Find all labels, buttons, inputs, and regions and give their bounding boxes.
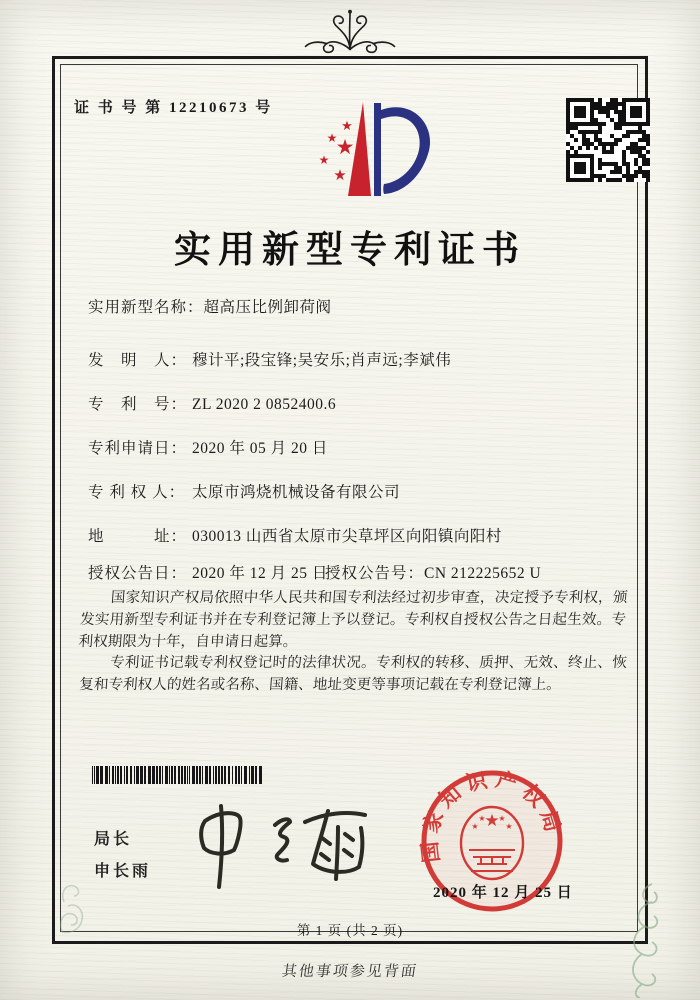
field-patent-number bbox=[88, 392, 633, 414]
field-value: 2020 年 05 月 20 日 bbox=[192, 440, 328, 457]
emblem-star-icon: ★ bbox=[478, 814, 486, 823]
field-label: 实用新型名称： bbox=[88, 299, 204, 316]
barcode bbox=[92, 766, 270, 784]
legal-text bbox=[77, 588, 629, 697]
top-flourish-ornament bbox=[292, 5, 408, 55]
legal-paragraph-1: 国家知识产权局依照中华人民共和国专利法经过初步审查，决定授予专利权，颁发实用新型专利证书并在专利登记簿上予以登记。专利权自授权公告之日起生效。专利权期限为十年，自申请日起算。 bbox=[77, 590, 629, 650]
logo-blue-p-bowl bbox=[381, 107, 430, 194]
cnipa-logo bbox=[284, 96, 436, 206]
certificate-title: 实用新型专利证书 bbox=[174, 230, 526, 271]
logo-star-icon: ★ bbox=[333, 166, 347, 184]
certificate-number: 证 书 号 第 12210673 号 bbox=[74, 100, 273, 116]
field-value: 030013 山西省太原市尖草坪区向阳镇向阳村 bbox=[192, 528, 502, 545]
field-label: 专 利 号： bbox=[88, 396, 188, 413]
field-value: 穆计平;段宝锋;吴安乐;肖声远;李斌伟 bbox=[192, 352, 452, 369]
field-label: 专 利 权 人： bbox=[88, 484, 186, 501]
logo-star-icon: ★ bbox=[326, 131, 338, 145]
logo-blue-bar bbox=[374, 103, 381, 196]
emblem-star-icon: ★ bbox=[498, 814, 506, 823]
logo-star-icon: ★ bbox=[335, 135, 355, 159]
director-signature-handwriting bbox=[175, 797, 385, 895]
field-value: ZL 2020 2 0852400.6 bbox=[192, 396, 337, 413]
field-grant-number bbox=[325, 561, 541, 583]
legal-paragraph-2: 专利证书记载专利权登记时的法律状况。专利权的转移、质押、无效、终止、恢复和专利权人的姓名或名称、国籍、地址变更等事项记载在专利登记簿上。 bbox=[78, 655, 628, 694]
seal-date: 2020 年 12 月 25 日 bbox=[433, 885, 573, 901]
field-label: 地 址： bbox=[88, 528, 188, 545]
qr-code bbox=[566, 98, 650, 182]
field-utility-model-name bbox=[88, 295, 633, 317]
field-value: 2020 年 12 月 25 日 bbox=[192, 565, 328, 582]
field-label: 授权公告号： bbox=[325, 565, 425, 582]
logo-star-icon: ★ bbox=[341, 119, 353, 134]
field-label: 授权公告日： bbox=[88, 565, 188, 582]
emblem-star-icon: ★ bbox=[505, 822, 513, 831]
logo-star-icon: ★ bbox=[318, 153, 330, 167]
field-address bbox=[88, 524, 633, 546]
field-label: 专利申请日： bbox=[88, 440, 188, 457]
field-grant-row bbox=[88, 561, 633, 583]
field-patentee bbox=[88, 480, 633, 502]
director-title: 局长 bbox=[94, 831, 133, 848]
field-value: 超高压比例卸荷阀 bbox=[203, 299, 332, 316]
field-value: CN 212225652 U bbox=[424, 565, 542, 582]
field-value: 太原市鸿烧机械设备有限公司 bbox=[192, 484, 401, 501]
back-side-note: 其他事项参见背面 bbox=[280, 964, 419, 980]
emblem-star-icon: ★ bbox=[484, 811, 500, 831]
emblem-star-icon: ★ bbox=[471, 822, 479, 831]
page-number: 第 1 页 (共 2 页) bbox=[296, 923, 404, 938]
field-label: 发 明 人： bbox=[88, 352, 188, 369]
seal-ring-text: 国家知识产权局 bbox=[416, 766, 567, 864]
field-filing-date bbox=[88, 436, 633, 458]
director-name: 申长雨 bbox=[94, 863, 152, 880]
field-inventors bbox=[88, 348, 633, 370]
